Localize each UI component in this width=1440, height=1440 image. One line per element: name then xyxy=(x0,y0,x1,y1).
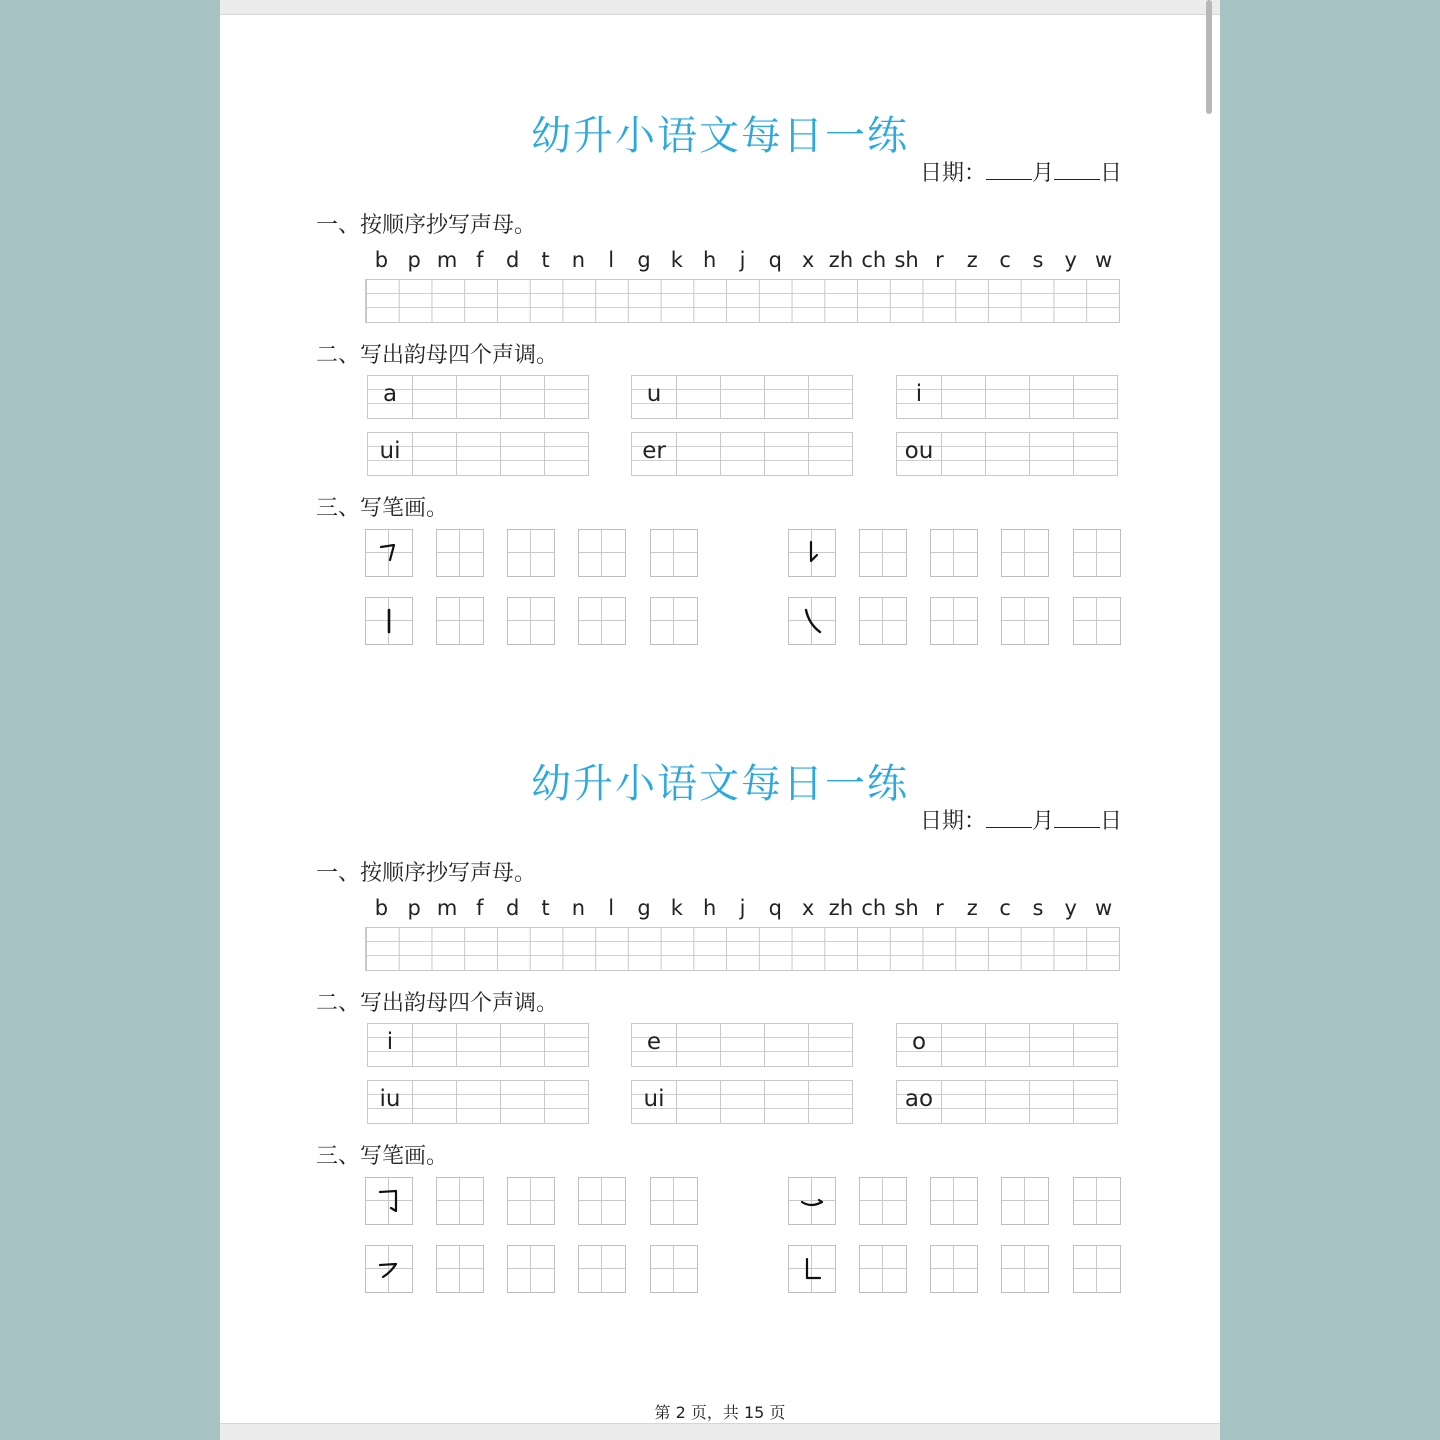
stroke-practice-box[interactable] xyxy=(507,1177,555,1225)
initial-letter: h xyxy=(703,896,717,920)
stroke-model-box xyxy=(365,529,413,577)
stroke-practice-box[interactable] xyxy=(1001,529,1049,577)
section-3-heading: 三、写笔画。 xyxy=(316,496,449,521)
initials-row xyxy=(365,248,1120,276)
final-tone-box[interactable] xyxy=(631,1080,853,1124)
hengzhegou-stroke-icon xyxy=(366,1178,412,1224)
final-label: i xyxy=(915,381,923,407)
final-tone-box[interactable] xyxy=(367,1023,589,1067)
initial-letter: x xyxy=(801,896,815,920)
initial-letter: n xyxy=(571,248,586,272)
viewer-bottom-edge xyxy=(220,1423,1220,1440)
stroke-model-box xyxy=(365,1177,413,1225)
final-label: ao xyxy=(904,1086,934,1112)
stroke-practice-box[interactable] xyxy=(578,1177,626,1225)
initial-letter: h xyxy=(703,248,717,272)
stroke-practice-box[interactable] xyxy=(650,1177,698,1225)
initial-letter: b xyxy=(374,896,389,920)
stroke-practice-box[interactable] xyxy=(507,1245,555,1293)
stroke-practice-box[interactable] xyxy=(436,597,484,645)
section-1-heading: 一、按顺序抄写声母。 xyxy=(316,861,537,886)
initial-letter: sh xyxy=(894,248,919,272)
initial-letter: p xyxy=(407,248,421,272)
stroke-practice-box[interactable] xyxy=(930,1177,978,1225)
initial-letter: d xyxy=(506,896,520,920)
date-line: 日期： 月 日 xyxy=(919,161,1122,186)
final-tone-box[interactable] xyxy=(631,432,853,476)
initial-letter: t xyxy=(541,248,550,272)
day-blank[interactable] xyxy=(1054,807,1100,828)
na-stroke-icon xyxy=(789,598,835,644)
stroke-practice-box[interactable] xyxy=(650,529,698,577)
final-label: iu xyxy=(379,1086,401,1112)
initial-letter: n xyxy=(571,896,586,920)
final-tone-box[interactable] xyxy=(631,375,853,419)
initial-letter: g xyxy=(637,896,651,920)
initial-letter: s xyxy=(1032,896,1044,920)
stroke-practice-box[interactable] xyxy=(578,597,626,645)
stroke-practice-box[interactable] xyxy=(859,1177,907,1225)
initial-letter: j xyxy=(739,248,746,272)
section-2-heading: 二、写出韵母四个声调。 xyxy=(316,343,559,368)
initial-letter: w xyxy=(1094,896,1113,920)
stroke-practice-box[interactable] xyxy=(578,529,626,577)
initial-letter: f xyxy=(476,896,484,920)
stroke-model-box xyxy=(788,529,836,577)
initial-letter: m xyxy=(436,896,458,920)
initial-letter: k xyxy=(670,248,683,272)
initial-letter: z xyxy=(966,248,978,272)
initial-letter: q xyxy=(768,896,782,920)
stroke-practice-box[interactable] xyxy=(1073,1177,1121,1225)
stroke-practice-box[interactable] xyxy=(1001,1245,1049,1293)
hengpie-stroke-icon xyxy=(366,1246,412,1292)
initial-letter: f xyxy=(476,248,484,272)
final-label: u xyxy=(646,381,662,407)
final-tone-box[interactable] xyxy=(896,375,1118,419)
initial-letter: b xyxy=(374,248,389,272)
month-blank[interactable] xyxy=(986,807,1032,828)
day-blank[interactable] xyxy=(1054,159,1100,180)
stroke-practice-box[interactable] xyxy=(650,597,698,645)
stroke-practice-box[interactable] xyxy=(859,1245,907,1293)
final-label: er xyxy=(642,438,666,464)
final-tone-box[interactable] xyxy=(367,375,589,419)
initial-letter: p xyxy=(407,896,421,920)
final-label: ui xyxy=(643,1086,665,1112)
initial-letter: zh xyxy=(828,896,854,920)
stroke-model-box xyxy=(788,597,836,645)
stroke-model-box xyxy=(788,1177,836,1225)
initials-row xyxy=(365,896,1120,924)
final-label: a xyxy=(382,381,398,407)
worksheet-title: 幼升小语文每日一练 xyxy=(531,113,909,159)
stroke-model-box xyxy=(365,597,413,645)
stroke-practice-box[interactable] xyxy=(1001,1177,1049,1225)
initial-letter: l xyxy=(608,248,615,272)
stroke-practice-box[interactable] xyxy=(507,529,555,577)
stroke-practice-box[interactable] xyxy=(1001,597,1049,645)
initial-letter: m xyxy=(436,248,458,272)
initial-letter: y xyxy=(1064,248,1077,272)
initials-writing-grid[interactable] xyxy=(365,927,1120,971)
final-label: i xyxy=(386,1029,394,1055)
shuzhe-stroke-icon xyxy=(789,1246,835,1292)
stroke-model-box xyxy=(788,1245,836,1293)
final-label: o xyxy=(911,1029,927,1055)
initial-letter: c xyxy=(999,896,1011,920)
initial-letter: l xyxy=(608,896,615,920)
initial-letter: z xyxy=(966,896,978,920)
stroke-practice-box[interactable] xyxy=(436,529,484,577)
stroke-model-box xyxy=(365,1245,413,1293)
document-page xyxy=(220,0,1220,1440)
initial-letter: ch xyxy=(861,248,887,272)
worksheet-1 xyxy=(220,0,1220,620)
date-line: 日期： 月 日 xyxy=(919,809,1122,834)
stroke-practice-box[interactable] xyxy=(859,529,907,577)
initial-letter: zh xyxy=(828,248,854,272)
stroke-practice-box[interactable] xyxy=(436,1177,484,1225)
worksheet-2 xyxy=(220,648,1220,1268)
final-tone-box[interactable] xyxy=(896,1080,1118,1124)
initial-letter: r xyxy=(935,248,944,272)
initial-letter: s xyxy=(1032,248,1044,272)
initial-letter: w xyxy=(1094,248,1113,272)
initial-letter: c xyxy=(999,248,1011,272)
month-blank[interactable] xyxy=(986,159,1032,180)
initial-letter: r xyxy=(935,896,944,920)
final-tone-box[interactable] xyxy=(367,432,589,476)
stroke-practice-box[interactable] xyxy=(930,529,978,577)
page-indicator: 第 2 页，共 15 页 xyxy=(654,1403,786,1422)
final-tone-box[interactable] xyxy=(631,1023,853,1067)
worksheet-title: 幼升小语文每日一练 xyxy=(531,761,909,807)
stroke-practice-box[interactable] xyxy=(930,1245,978,1293)
initial-letter: x xyxy=(801,248,815,272)
wogou-stroke-icon xyxy=(789,1178,835,1224)
stroke-practice-box[interactable] xyxy=(1073,1245,1121,1293)
stroke-practice-box[interactable] xyxy=(507,597,555,645)
shu-stroke-icon xyxy=(366,598,412,644)
initials-writing-grid[interactable] xyxy=(365,279,1120,323)
final-label: ui xyxy=(379,438,401,464)
initial-letter: t xyxy=(541,896,550,920)
initial-letter: sh xyxy=(894,896,919,920)
initial-letter: j xyxy=(739,896,746,920)
stroke-practice-box[interactable] xyxy=(930,597,978,645)
stroke-practice-box[interactable] xyxy=(1073,597,1121,645)
final-tone-box[interactable] xyxy=(896,432,1118,476)
shuti-stroke-icon xyxy=(789,530,835,576)
section-3-heading: 三、写笔画。 xyxy=(316,1144,449,1169)
initial-letter: g xyxy=(637,248,651,272)
initial-letter: y xyxy=(1064,896,1077,920)
hengzhe-stroke-icon xyxy=(366,530,412,576)
final-label: ou xyxy=(904,438,934,464)
initial-letter: d xyxy=(506,248,520,272)
section-1-heading: 一、按顺序抄写声母。 xyxy=(316,213,537,238)
section-2-heading: 二、写出韵母四个声调。 xyxy=(316,991,559,1016)
stroke-practice-box[interactable] xyxy=(1073,529,1121,577)
stroke-practice-box[interactable] xyxy=(650,1245,698,1293)
initial-letter: q xyxy=(768,248,782,272)
stroke-practice-box[interactable] xyxy=(436,1245,484,1293)
stroke-practice-box[interactable] xyxy=(859,597,907,645)
initial-letter: k xyxy=(670,896,683,920)
final-label: e xyxy=(646,1029,662,1055)
final-tone-box[interactable] xyxy=(367,1080,589,1124)
stroke-practice-box[interactable] xyxy=(578,1245,626,1293)
final-tone-box[interactable] xyxy=(896,1023,1118,1067)
initial-letter: ch xyxy=(861,896,887,920)
